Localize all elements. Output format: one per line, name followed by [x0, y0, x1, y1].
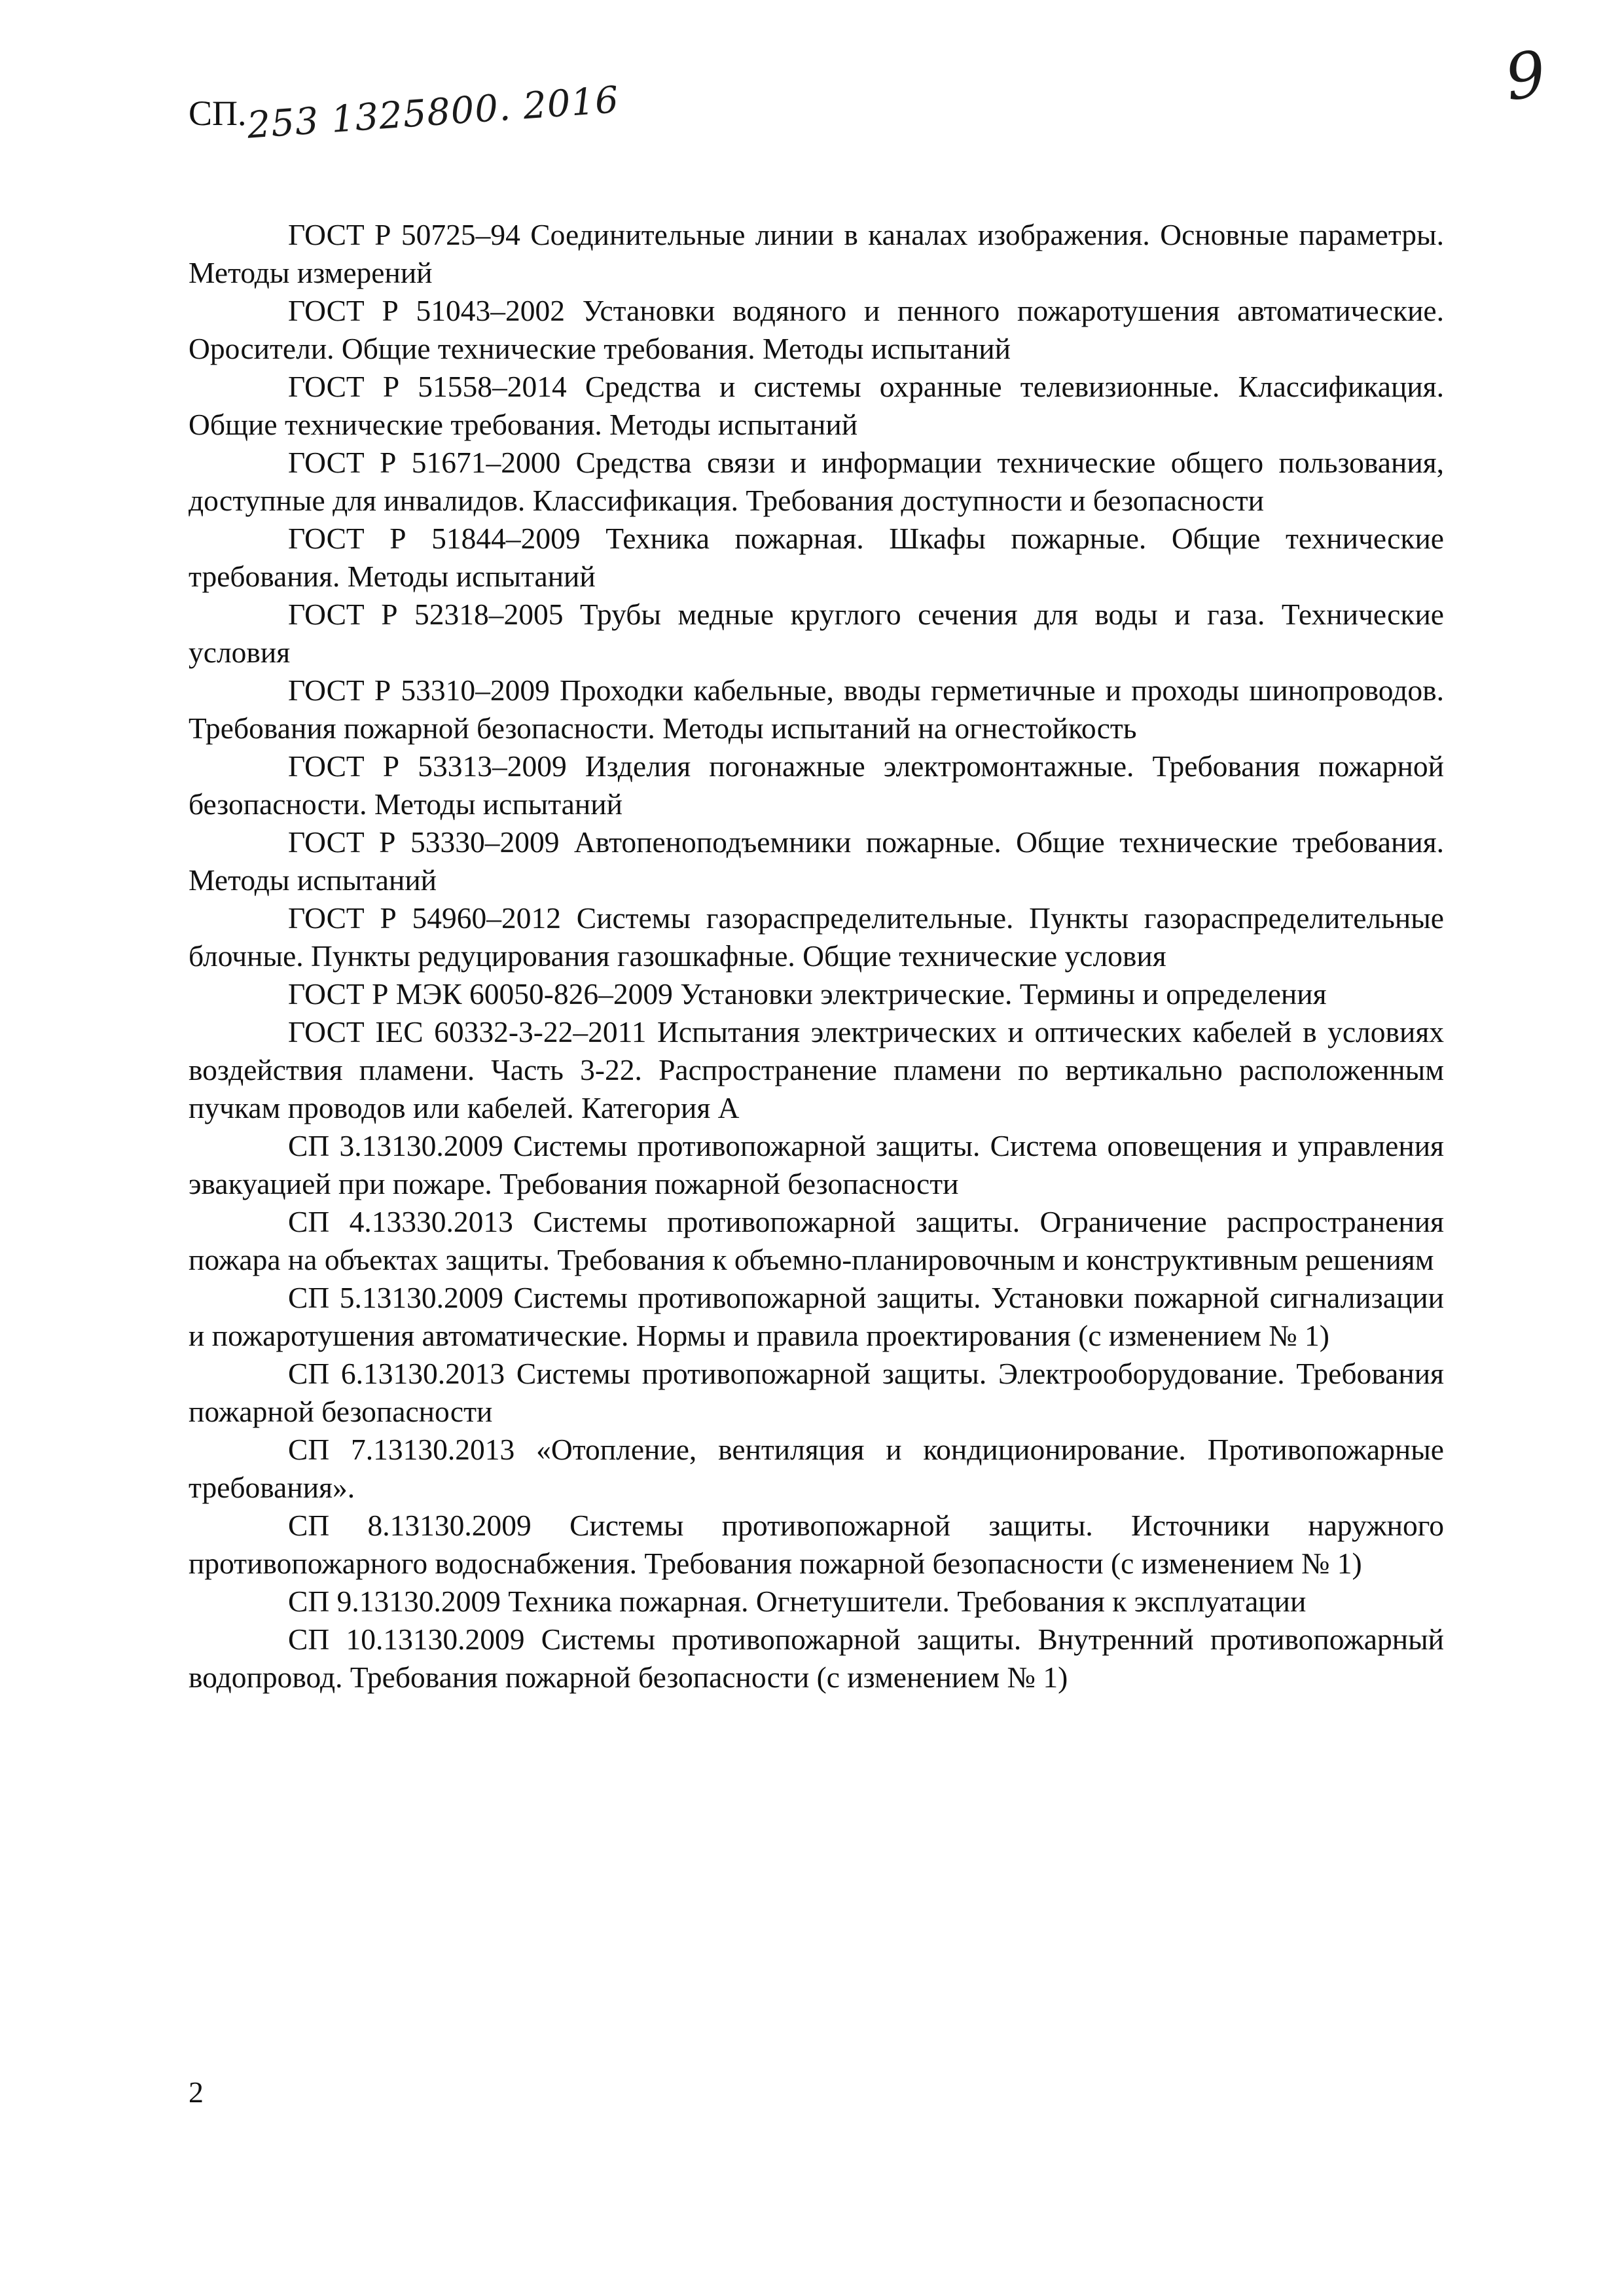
- reference-item: ГОСТ Р 50725–94 Соединительные линии в каналах изображения. Основные параметры. Методы измерений: [189, 218, 1444, 289]
- handwritten-document-code: 253 1325800. 2016: [245, 79, 621, 147]
- reference-item: ГОСТ Р 53310–2009 Проходки кабельные, вводы герметичные и проходы шинопроводов. Требования пожарной безопасности. Методы испытаний на огнестойкость: [189, 673, 1444, 745]
- reference-item: СП 5.13130.2009 Системы противопожарной защиты. Установки пожарной сигнализации и пожаротушения автоматические. Нормы и правила проектирования (с изменением № 1): [189, 1281, 1444, 1352]
- reference-item: ГОСТ Р 51558–2014 Средства и системы охранные телевизионные. Классификация. Общие технические требования. Методы испытаний: [189, 370, 1444, 441]
- reference-item: ГОСТ Р 54960–2012 Системы газораспределительные. Пункты газораспределительные блочные. Пункты редуцирования газошкафные. Общие технические условия: [189, 901, 1444, 973]
- reference-item: ГОСТ Р 51043–2002 Установки водяного и пенного пожаротушения автоматические. Оросители. Общие технические требования. Методы испытаний: [189, 294, 1444, 365]
- document-code-header: [189, 79, 621, 147]
- page-number: 2: [189, 2075, 204, 2109]
- normative-references-list: [189, 216, 1444, 1696]
- handwritten-page-mark: 9: [1500, 37, 1551, 115]
- reference-item: ГОСТ IEC 60332-3-22–2011 Испытания электрических и оптических кабелей в условиях воздействия пламени. Часть 3-22. Распространение пламени по вертикально расположенным пучкам проводов или кабелей. Категория А: [189, 1015, 1444, 1124]
- reference-item: ГОСТ Р 52318–2005 Трубы медные круглого сечения для воды и газа. Технические условия: [189, 598, 1444, 669]
- reference-item: СП 3.13130.2009 Системы противопожарной защиты. Система оповещения и управления эвакуацией при пожаре. Требования пожарной безопасности: [189, 1129, 1444, 1200]
- reference-item: ГОСТ Р 51844–2009 Техника пожарная. Шкафы пожарные. Общие технические требования. Методы испытаний: [189, 522, 1444, 593]
- reference-item: ГОСТ Р 53313–2009 Изделия погонажные электромонтажные. Требования пожарной безопасности. Методы испытаний: [189, 749, 1444, 821]
- reference-item: СП 6.13130.2013 Системы противопожарной защиты. Электрооборудование. Требования пожарной безопасности: [189, 1357, 1444, 1428]
- reference-item: ГОСТ Р 51671–2000 Средства связи и информации технические общего пользования, доступные для инвалидов. Классификация. Требования доступности и безопасности: [189, 446, 1444, 517]
- reference-item: ГОСТ Р МЭК 60050-826–2009 Установки электрические. Термины и определения: [288, 977, 1327, 1011]
- reference-item: ГОСТ Р 53330–2009 Автопеноподъемники пожарные. Общие технические требования. Методы испытаний: [189, 825, 1444, 897]
- document-code-prefix: СП.: [189, 94, 247, 133]
- reference-item: СП 4.13330.2013 Системы противопожарной защиты. Ограничение распространения пожара на объектах защиты. Требования к объемно-планировочным и конструктивным решениям: [189, 1205, 1444, 1276]
- reference-item: СП 9.13130.2009 Техника пожарная. Огнетушители. Требования к эксплуатации: [288, 1585, 1307, 1618]
- reference-item: СП 8.13130.2009 Системы противопожарной защиты. Источники наружного противопожарного водоснабжения. Требования пожарной безопасности (с изменением № 1): [189, 1509, 1444, 1580]
- reference-item: СП 7.13130.2013 «Отопление, вентиляция и кондиционирование. Противопожарные требования».: [189, 1433, 1444, 1504]
- reference-item: СП 10.13130.2009 Системы противопожарной защиты. Внутренний противопожарный водопровод. Требования пожарной безопасности (с изменением № 1): [189, 1623, 1444, 1694]
